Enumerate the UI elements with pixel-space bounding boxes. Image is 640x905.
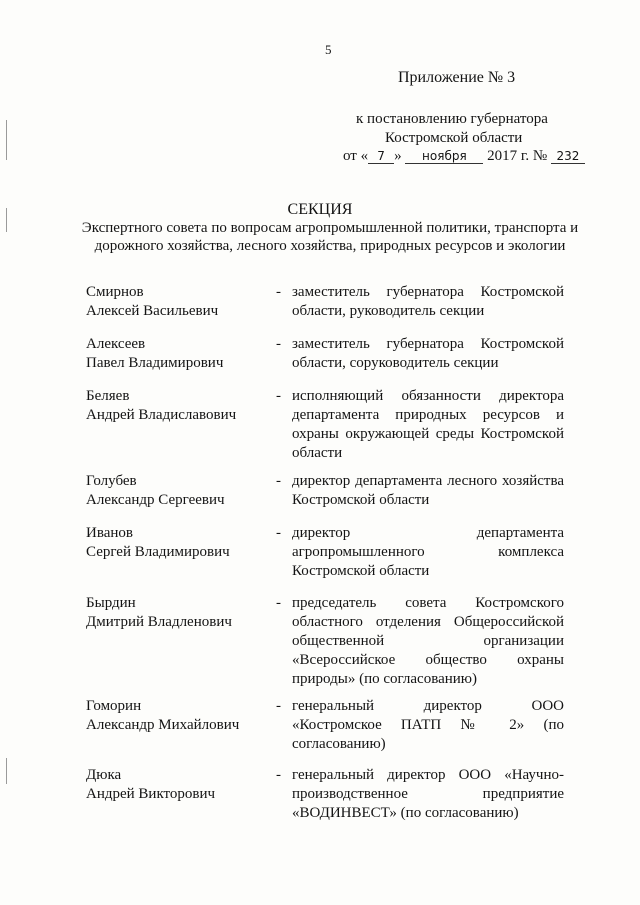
member-given-name: Сергей Владимирович	[86, 544, 230, 560]
resolution-reference: к постановлению губернатора	[356, 111, 548, 127]
member-given-name: Александр Сергеевич	[86, 492, 225, 508]
member-dash: -	[276, 388, 281, 404]
section-title: СЕКЦИЯ	[287, 201, 353, 218]
member-given-name: Павел Владимирович	[86, 355, 224, 371]
member-name	[86, 283, 276, 321]
section-subtitle: Экспертного совета по вопросам агропромышленной политики, транспорта и дорожного хозяйства, лесного хозяйства, природных ресурсов и экологии	[81, 220, 579, 254]
member-name	[86, 594, 276, 632]
member-surname: Бырдин	[86, 595, 136, 611]
member-dash: -	[276, 698, 281, 714]
member-name	[86, 766, 276, 804]
member-dash: -	[276, 473, 281, 489]
member-dash: -	[276, 525, 281, 541]
member-given-name: Александр Михайлович	[86, 717, 240, 733]
member-surname: Голубев	[86, 473, 137, 489]
member-role: генеральный директор ООО «Костромское ПАТП № 2» (по согласованию)	[292, 698, 564, 752]
member-role: председатель совета Костромского областного отделения Общероссийской общественной организации «Всероссийское общество охраны природы» (по согласованию)	[292, 595, 564, 687]
member-role: заместитель губернатора Костромской области, руководитель секции	[292, 284, 564, 319]
date-month-field: ноября	[405, 149, 483, 164]
member-surname: Дюка	[86, 767, 122, 783]
member-role: исполняющий обязанности директора департамента природных ресурсов и охраны окружающей среды Костромской области	[292, 388, 564, 461]
date-prefix: от «	[343, 148, 369, 164]
member-role: директор департамента агропромышленного комплекса Костромской области	[292, 525, 564, 579]
member-given-name: Дмитрий Владленович	[86, 614, 232, 630]
member-name	[86, 335, 276, 373]
date-number-field: 232	[551, 149, 585, 164]
member-dash: -	[276, 284, 281, 300]
member-name	[86, 697, 276, 735]
member-surname: Смирнов	[86, 284, 144, 300]
scan-margin-mark	[6, 120, 7, 160]
resolution-issuer: Костромской области	[385, 130, 523, 146]
resolution-date	[343, 147, 585, 166]
member-name	[86, 387, 276, 425]
member-given-name: Андрей Владиславович	[86, 407, 237, 423]
scan-margin-mark	[6, 758, 7, 784]
date-quote-close: »	[394, 148, 402, 164]
member-dash: -	[276, 336, 281, 352]
member-given-name: Андрей Викторович	[86, 786, 216, 802]
date-day-field: 7	[368, 149, 394, 164]
member-role: заместитель губернатора Костромской области, соруководитель секции	[292, 336, 564, 371]
appendix-title: Приложение № 3	[398, 69, 516, 86]
member-surname: Иванов	[86, 525, 133, 541]
member-given-name: Алексей Васильевич	[86, 303, 219, 319]
date-year: 2017 г. №	[487, 148, 548, 164]
member-role: директор департамента лесного хозяйства Костромской области	[292, 473, 564, 508]
member-role: генеральный директор ООО «Научно-производственное предприятие «ВОДИНВЕСТ» (по согласованию)	[292, 767, 564, 821]
member-dash: -	[276, 767, 281, 783]
member-surname: Гоморин	[86, 698, 142, 714]
member-surname: Беляев	[86, 388, 130, 404]
member-surname: Алексеев	[86, 336, 146, 352]
member-dash: -	[276, 595, 281, 611]
member-name	[86, 524, 276, 562]
member-name	[86, 472, 276, 510]
page-number: 5	[325, 42, 332, 57]
